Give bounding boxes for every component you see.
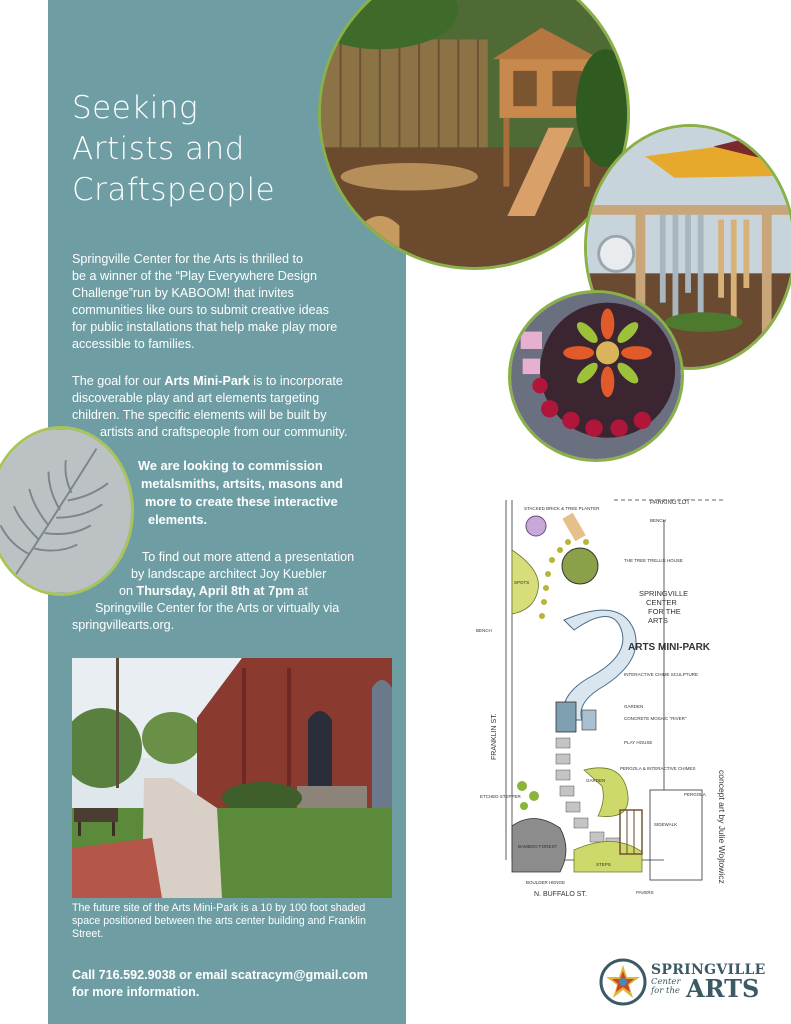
presentation-post: at <box>293 584 308 598</box>
concept-art-credit: concept art by Julie Wojtowicz <box>717 770 727 884</box>
plan-parking: PARKING LOT <box>650 500 690 506</box>
presentation-line: To find out more attend a presentation <box>142 550 355 564</box>
plan-label-stepper: ETCHED STEPPER <box>480 794 521 799</box>
plan-title: ARTS MINI-PARK <box>628 642 711 653</box>
commission-paragraph <box>138 457 378 529</box>
logo-word-arts: ARTS <box>686 974 760 1003</box>
logo-word-springville: SPRINGVILLE <box>651 962 766 978</box>
plan-label-play-house: PLAY HOUSE <box>624 740 653 745</box>
plan-label-sidewalk: SIDEWALK <box>654 822 678 827</box>
intro-line: for public installations that help make play more <box>72 320 338 334</box>
intro-line: Springville Center for the Arts is thrilled to <box>72 252 303 266</box>
logo-mark-icon <box>598 957 648 1007</box>
contact-line: Call 716.592.9038 or email scatracym@gmail.com <box>72 968 368 982</box>
commission-line: metalsmiths, artsits, masons and <box>141 476 343 491</box>
presentation-line: by landscape architect Joy Kuebler <box>131 567 327 581</box>
site-photo <box>72 658 392 898</box>
intro-line: communities like ours to submit creative ideas <box>72 303 329 317</box>
plan-label-pergola2: PERGOLA <box>684 792 706 797</box>
goal-lead: The goal for our <box>72 374 165 388</box>
headline-line: Seeking <box>72 90 199 126</box>
plan-label-bamboo: BAMBOO FOREST <box>518 844 558 849</box>
goal-line: children. The specific elements will be built by <box>72 408 327 422</box>
plan-label-pergola: PERGOLA & INTERACTIVE CHIMES <box>620 766 696 771</box>
plan-label-planter: STACKED BRICK & TREE PLANTER <box>524 506 600 511</box>
commission-line: elements. <box>148 512 208 527</box>
mosaic-photo <box>508 290 684 462</box>
commission-line: We are looking to commission <box>138 458 323 473</box>
intro-line: be a winner of the “Play Everywhere Design <box>72 269 318 283</box>
contact-info <box>72 967 392 1001</box>
intro-line: accessible to families. <box>72 337 195 351</box>
plan-street-bottom: N. BUFFALO ST. <box>534 891 587 898</box>
plan-label-bench: BENCH <box>650 518 666 523</box>
plan-label-garden2: GARDEN <box>586 778 606 783</box>
headline-line: Artists and <box>72 131 245 167</box>
plan-label-drums: SPOTS <box>514 580 530 585</box>
presentation-pre: on <box>119 584 137 598</box>
intro-line: Challenge”run by KABOOM! that invites <box>72 286 294 300</box>
plan-center-label: ARTS <box>648 616 668 625</box>
presentation-date: Thursday, April 8th at 7pm <box>136 584 294 598</box>
goal-paragraph <box>72 373 392 441</box>
logo-word-center: Center for the <box>651 977 681 996</box>
goal-line: artists and craftspeople from our community. <box>100 425 348 439</box>
plan-label-mosaic: CONCRETE MOSAIC "RIVER" <box>624 716 687 721</box>
intro-paragraph <box>72 251 377 353</box>
plan-label-sculpture: INTERACTIVE CHIME SCULPTURE <box>624 672 699 677</box>
plan-center-label: CENTER <box>646 598 677 607</box>
photo-caption: The future site of the Arts Mini-Park is a 10 by 100 foot shaded space positioned between the arts center building and Franklin Street. <box>72 902 366 940</box>
presentation-link[interactable]: springvillearts.org. <box>72 618 175 632</box>
plan-label-boulder: BOULDER HENGE <box>526 880 566 885</box>
plan-street-left: FRANKLIN ST. <box>491 713 498 760</box>
presentation-line: Springville Center for the Arts or virtually via <box>95 601 340 615</box>
springville-logo <box>598 957 766 1007</box>
goal-rest: is to incorporate <box>249 374 343 388</box>
plan-center-label: FOR THE <box>648 607 681 616</box>
contact-line: for more information. <box>72 985 200 999</box>
plan-center-label: SPRINGVILLE <box>639 589 689 598</box>
plan-label-pavers: PAVERS <box>636 890 654 895</box>
plan-label-steps: STEPS <box>596 862 611 867</box>
presentation-paragraph <box>72 549 392 634</box>
headline-line: Craftspeople <box>72 172 276 208</box>
site-plan-drawing <box>464 480 750 912</box>
plan-label-garden: GARDEN <box>624 704 644 709</box>
plan-label-bench2: BENCH <box>476 628 492 633</box>
commission-line: more to create these interactive <box>145 494 338 509</box>
plan-label-tree-house: THE TREE TRELLIS HOUSE <box>624 558 683 563</box>
goal-line: discoverable play and art elements targeting <box>72 391 320 405</box>
goal-bold: Arts Mini-Park <box>164 374 250 388</box>
